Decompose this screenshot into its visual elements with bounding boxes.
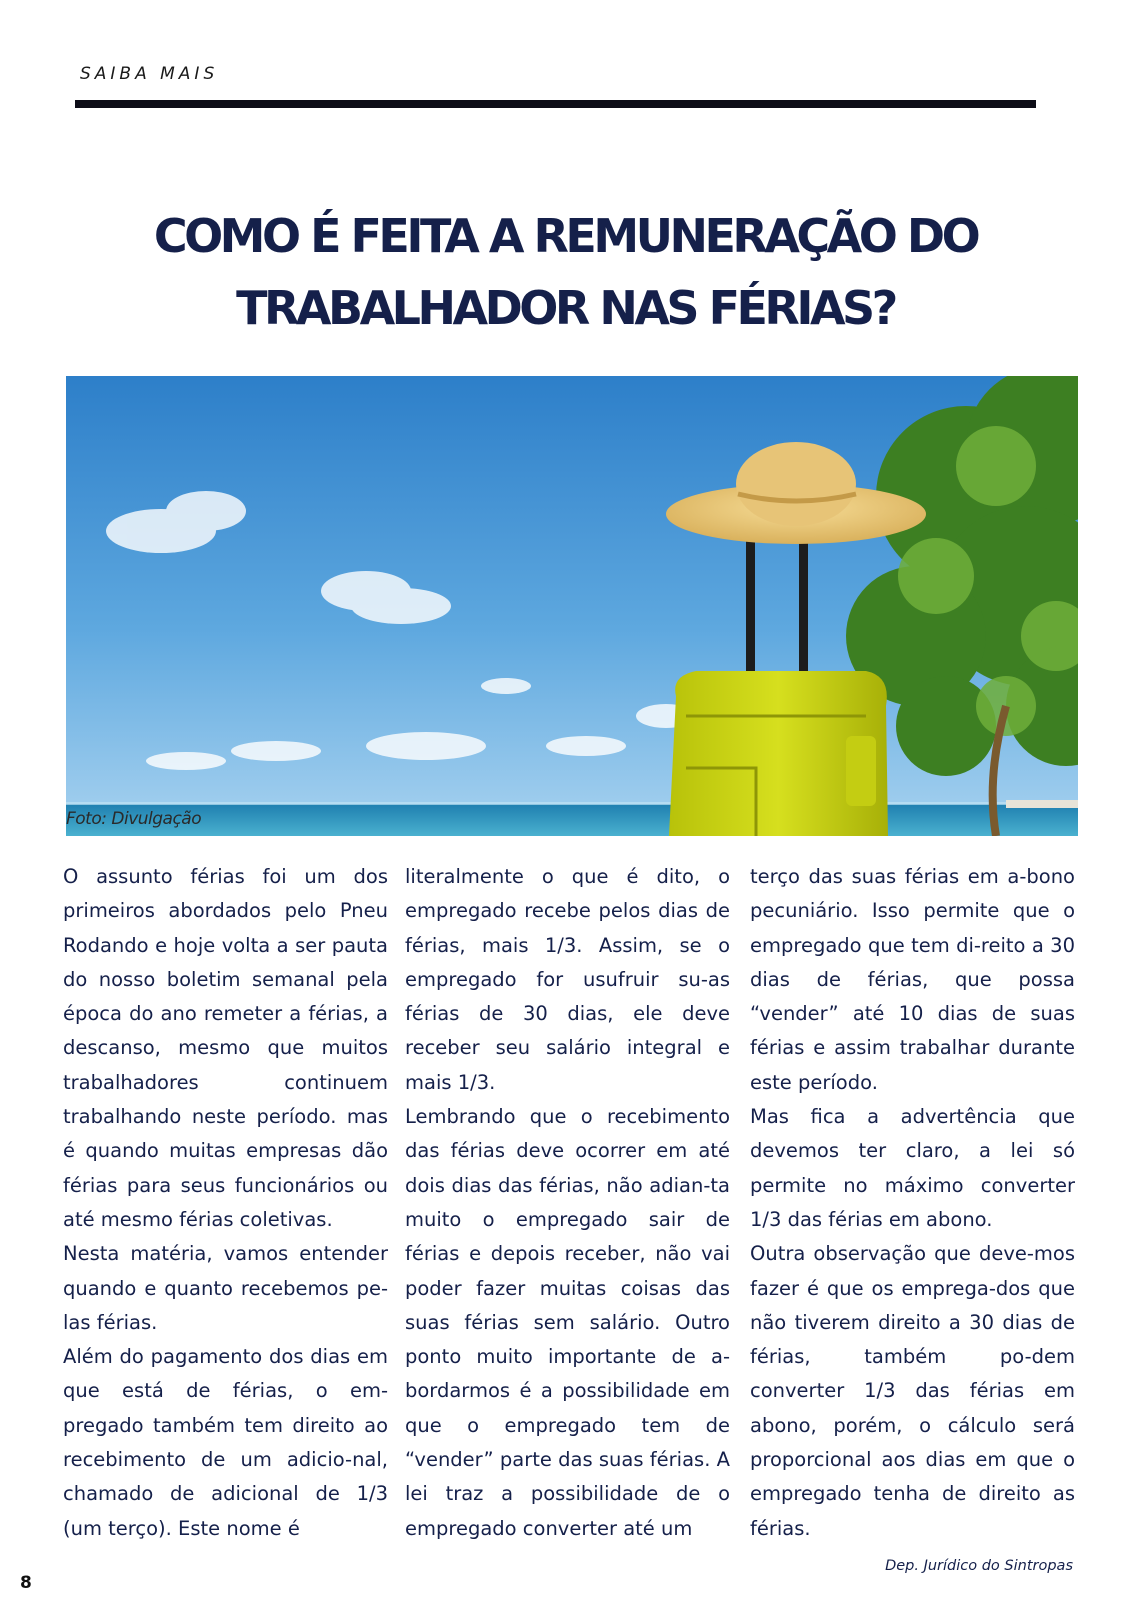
paragraph: literalmente o que é dito, o empregado recebe pelos dias de férias, mais 1/3. Assim, se o empregado for usufruir su-as férias de 30 dias, ele deve receber seu salário integral e mais 1/3. [405,865,730,1094]
paragraph: terço das suas férias em a-bono pecuniário. Isso permite que o empregado que tem di-reito a 30 dias de férias, que possa “vender” até 10 dias de suas férias e assim trabalhar durante este período. [750,865,1075,1094]
headline-line-1: COMO É FEITA A REMUNERAÇÃO DO [153,209,978,263]
paragraph: O assunto férias foi um dos primeiros abordados pelo Pneu Rodando e hoje volta a ser pauta do nosso boletim semanal pela época do ano remeter a férias, a descanso, mesmo que muitos trabalhadores continuem trabalhando neste período. mas é quando muitas empresas dão férias para seus funcionários ou até mesmo férias coletivas. [63,865,388,1231]
paragraph: Além do pagamento dos dias em que está de férias, o em-pregado também tem direito ao recebimento de um adicio-nal, chamado de adicional de 1/3 (um terço). Este nome é [63,1345,388,1540]
paragraph: Lembrando que o recebimento das férias deve ocorrer em até dois dias das férias, não adian-ta muito o empregado sair de férias e depois receber, não vai poder fazer muitas coisas das suas férias sem salário. Outro ponto muito importante de a-bordarmos é a possibilidade em que o empregado tem de “vender” parte das suas férias. A lei traz a possibilidade de o empregado converter até um [405,1105,730,1540]
photo-credit: Foto: Divulgação [66,809,202,829]
headline-line-2: TRABALHADOR NAS FÉRIAS? [236,281,895,335]
section-label: SAIBA MAIS [80,64,219,84]
paragraph: Nesta matéria, vamos entender quando e quanto recebemos pe-las férias. [63,1242,388,1334]
article-column-2 [405,860,730,1546]
article-column-3 [750,860,1075,1546]
beach-suitcase-image [66,376,1078,836]
department-credit: Dep. Jurídico do Sintropas [885,1558,1073,1574]
article-photo [66,376,1078,836]
article-column-1 [63,860,388,1546]
paragraph: Mas fica a advertência que devemos ter claro, a lei só permite no máximo converter 1/3 das férias em abono. [750,1105,1075,1231]
header-rule [75,100,1036,108]
page-number: 8 [20,1573,32,1593]
article-headline [60,200,1071,344]
paragraph: Outra observação que deve-mos fazer é que os emprega-dos que não tiverem direito a 30 dias de férias, também po-dem converter 1/3 das férias em abono, porém, o cálculo será proporcional aos dias em que o empregado tenha de direito as férias. [750,1242,1075,1540]
